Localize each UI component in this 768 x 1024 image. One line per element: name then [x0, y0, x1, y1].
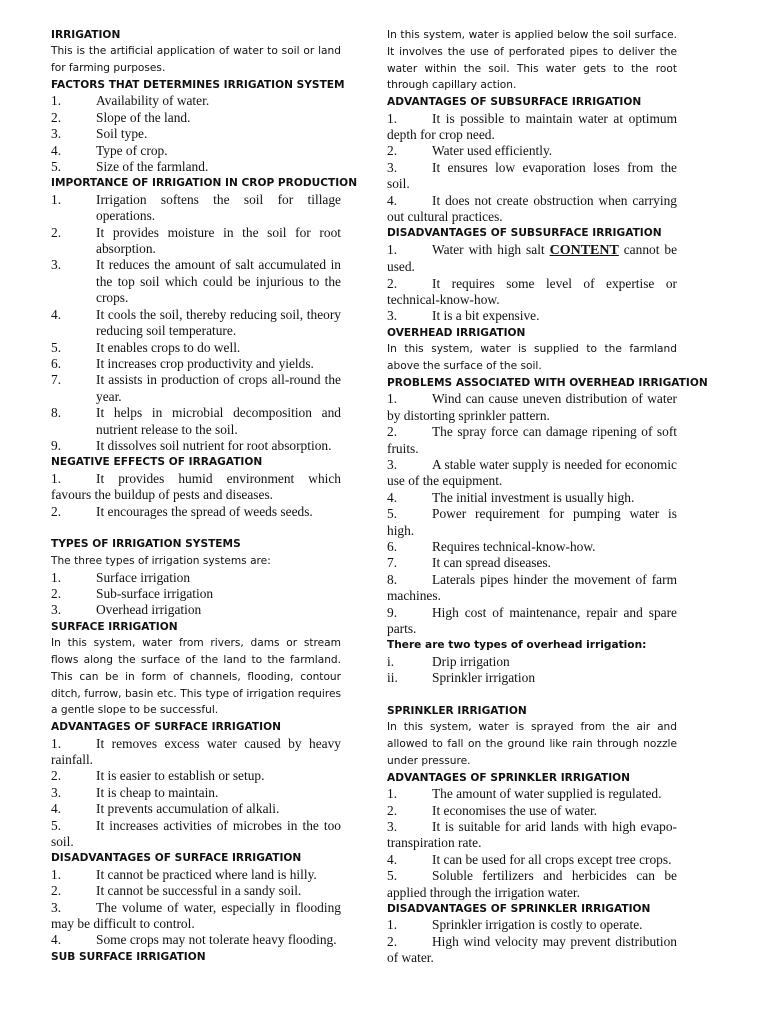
list-number: 3. — [387, 456, 398, 472]
list-item — [51, 570, 341, 586]
section-heading-problems-associated-with-overhead-irrigation: PROBLEMS ASSOCIATED WITH OVERHEAD IRRIGATION — [387, 376, 708, 389]
list-item-text: It removes excess water caused by heavy rainfall. — [51, 735, 341, 767]
list-number: 9. — [51, 437, 62, 453]
list-number: 7. — [387, 555, 398, 571]
numbered-list — [51, 736, 341, 851]
right-column — [387, 27, 708, 967]
list-item-text: It provides humid environment which favours the buildup of pests and diseases. — [51, 470, 341, 503]
list-number: 2. — [51, 768, 62, 784]
section-heading-disadvantages-of-sprinkler-irrigation: DISADVANTAGES OF SPRINKLER IRRIGATION — [387, 903, 651, 916]
list-number: 3. — [51, 899, 62, 915]
numbered-list — [387, 242, 677, 325]
list-item — [51, 785, 341, 801]
numbered-list — [387, 786, 677, 901]
list-number: 2. — [387, 143, 398, 159]
list-item — [387, 506, 677, 539]
list-item — [51, 356, 341, 372]
section-heading-disadvantages-of-surface-irrigation: DISADVANTAGES OF SURFACE IRRIGATION — [51, 852, 302, 865]
list-item-text: Sprinkler irrigation — [432, 670, 536, 686]
list-number: 2. — [51, 503, 62, 519]
numbered-list — [387, 917, 677, 966]
section-heading-sprinkler-irrigation: SPRINKLER IRRIGATION — [387, 704, 527, 717]
list-item-text: The initial investment is usually high. — [432, 489, 635, 505]
list-item — [51, 225, 341, 258]
list-item — [51, 307, 341, 340]
list-item — [387, 276, 677, 309]
list-item — [387, 391, 677, 424]
list-number: 7. — [51, 372, 62, 388]
list-item-text: It requires some level of expertise or technical-know-how. — [387, 275, 677, 308]
list-number: 5. — [387, 868, 398, 884]
list-item — [51, 932, 341, 948]
section-heading-there-are-two-types-of-overhead-irrigation: There are two types of overhead irrigation: — [387, 639, 647, 652]
list-number: 1. — [387, 917, 398, 933]
list-number: 3. — [387, 819, 398, 834]
left-column — [51, 27, 358, 965]
spacer — [387, 687, 677, 703]
list-number: ii. — [387, 670, 398, 686]
list-number: 1. — [387, 110, 398, 126]
list-number: 1. — [387, 391, 398, 407]
paragraph: In this system, water is applied below the soil surface. It involves the use of perforated pipes to deliver the water within the soil. This water gets to the root through capillary action. — [387, 29, 677, 92]
list-item — [51, 143, 341, 159]
paragraph: In this system, water is sprayed from the air and allowed to fall on the ground like rain through nozzle under pressure. — [387, 721, 677, 767]
list-item — [387, 654, 677, 670]
list-item — [51, 900, 341, 933]
list-item-text: It helps in microbial decomposition and nutrient release to the soil. — [96, 405, 341, 437]
list-item — [51, 126, 341, 142]
list-item — [51, 405, 341, 438]
paragraph: In this system, water is supplied to the farmland above the surface of the soil. — [387, 343, 677, 373]
list-item — [51, 159, 341, 175]
numbered-list — [51, 471, 341, 520]
list-item-text: Laterals pipes hinder the movement of farm machines. — [387, 571, 677, 604]
list-number: 4. — [51, 932, 62, 948]
list-item — [387, 539, 677, 555]
list-item — [387, 111, 677, 144]
list-number: 2. — [387, 275, 398, 291]
list-item — [387, 868, 677, 901]
list-item-text: Water with high salt — [432, 241, 550, 257]
list-item-text: It prevents accumulation of alkali. — [96, 801, 280, 817]
section-heading-disadvantages-of-subsurface-irrigation: DISADVANTAGES OF SUBSURFACE IRRIGATION — [387, 227, 662, 240]
list-item-text: Soil type. — [96, 126, 148, 142]
list-item — [387, 457, 677, 490]
list-item-text: It economises the use of water. — [432, 802, 598, 818]
list-item — [51, 818, 341, 851]
list-item — [51, 867, 341, 883]
list-item-text: It provides moisture in the soil for root absorption. — [96, 224, 341, 257]
section-heading-importance-of-irrigation-in-crop-production: IMPORTANCE OF IRRIGATION IN CROP PRODUCTION — [51, 177, 358, 190]
list-number: 1. — [51, 735, 62, 751]
list-number: 8. — [51, 405, 62, 421]
list-number: 1. — [51, 470, 62, 486]
list-item — [51, 471, 341, 504]
list-item-text: Surface irrigation — [96, 569, 191, 585]
list-item-text: It increases activities of microbes in the too soil. — [51, 817, 341, 850]
paragraph: In this system, water from rivers, dams or stream flows along the surface of the land to the farmland. This can be in form of channels, flooding, contour ditch, furrow, basin etc. This type of irrigation requires a gentle slope to be successful. — [51, 637, 341, 717]
list-item — [51, 504, 341, 520]
list-item-text: It is possible to maintain water at optimum depth for crop need. — [387, 110, 677, 142]
list-number: 5. — [51, 159, 62, 175]
section-heading-overhead-irrigation: OVERHEAD IRRIGATION — [387, 326, 526, 339]
list-item — [387, 605, 677, 638]
list-item — [51, 110, 341, 126]
list-item-text: Sprinkler irrigation is costly to operate. — [432, 917, 643, 933]
list-item — [51, 372, 341, 405]
list-item — [51, 257, 341, 306]
list-item — [387, 670, 677, 686]
list-item — [387, 242, 677, 276]
list-number: 3. — [51, 257, 62, 273]
list-item-text: A stable water supply is needed for economic use of the equipment. — [387, 456, 677, 489]
list-item — [51, 768, 341, 784]
numbered-list — [51, 192, 341, 455]
list-item — [387, 934, 677, 967]
list-item-text: It dissolves soil nutrient for root absorption. — [96, 437, 332, 453]
list-number: 2. — [387, 933, 398, 949]
list-number: 1. — [51, 866, 62, 882]
list-item-text: It increases crop productivity and yields. — [96, 355, 314, 371]
list-item-text: Water used efficiently. — [432, 143, 553, 159]
list-number: 1. — [387, 786, 398, 802]
section-heading-advantages-of-sprinkler-irrigation: ADVANTAGES OF SPRINKLER IRRIGATION — [387, 771, 631, 784]
list-number: 4. — [387, 489, 398, 505]
list-item-text: Sub-surface irrigation — [96, 585, 214, 601]
list-item — [387, 852, 677, 868]
list-item — [387, 193, 677, 226]
list-number: 1. — [387, 241, 398, 257]
list-item — [51, 438, 341, 454]
list-number: 2. — [51, 224, 62, 240]
list-item — [387, 786, 677, 802]
list-item-text: Soluble fertilizers and herbicides can be applied through the irrigation water. — [387, 868, 677, 900]
list-number: 2. — [51, 109, 62, 125]
numbered-list — [51, 570, 341, 619]
list-item — [387, 160, 677, 193]
list-item-text: Wind can cause uneven distribution of water by distorting sprinkler pattern. — [387, 391, 677, 423]
list-item — [51, 586, 341, 602]
list-item-text: The spray force can damage ripening of soft fruits. — [387, 424, 677, 456]
list-number: i. — [387, 653, 395, 669]
list-item-text: It enables crops to do well. — [96, 339, 241, 355]
numbered-list — [51, 867, 341, 949]
list-item — [387, 308, 677, 324]
spacer — [51, 520, 341, 536]
list-item-text: Availability of water. — [96, 93, 210, 109]
section-heading-types-of-irrigation-systems: TYPES OF IRRIGATION SYSTEMS — [51, 538, 241, 551]
list-item — [51, 93, 341, 109]
list-item-text: Type of crop. — [96, 142, 168, 158]
list-item-text: High wind velocity may prevent distribution of water. — [387, 933, 677, 966]
list-item-text: The amount of water supplied is regulated. — [432, 786, 662, 802]
list-item — [51, 602, 341, 618]
list-item-text: It does not create obstruction when carrying out cultural practices. — [387, 192, 677, 225]
list-item-text: It can be used for all crops except tree crops. — [432, 851, 672, 867]
list-item-text: Overhead irrigation — [96, 602, 202, 618]
list-number: 1. — [51, 191, 62, 207]
list-number: 4. — [51, 801, 62, 817]
list-item-text: It is easier to establish or setup. — [96, 768, 265, 784]
list-item-text: It is cheap to maintain. — [96, 784, 219, 800]
list-item-text: cannot be used. — [387, 241, 678, 275]
list-item-text: It ensures low evaporation loses from the soil. — [387, 159, 677, 192]
list-number: 5. — [51, 817, 62, 833]
section-heading-surface-irrigation: SURFACE IRRIGATION — [51, 620, 178, 633]
list-number: 6. — [51, 355, 62, 371]
list-item — [387, 490, 677, 506]
list-number: 2. — [387, 424, 398, 440]
list-item — [387, 572, 677, 605]
list-number: 3. — [51, 602, 62, 618]
section-heading-sub-surface-irrigation: SUB SURFACE IRRIGATION — [51, 950, 206, 963]
list-item-text: Some crops may not tolerate heavy flooding. — [96, 932, 337, 948]
list-item — [51, 736, 341, 769]
list-item — [51, 192, 341, 225]
list-item — [51, 883, 341, 899]
list-item-text: Power requirement for pumping water is high. — [387, 506, 677, 538]
list-number: 1. — [51, 569, 62, 585]
list-item — [387, 143, 677, 159]
list-number: 9. — [387, 604, 398, 620]
list-item-text: Slope of the land. — [96, 109, 191, 125]
list-item-text: It assists in production of crops all-round the year. — [96, 372, 341, 404]
section-heading-factors-that-determines-irrigation-system: FACTORS THAT DETERMINES IRRIGATION SYSTEM — [51, 79, 345, 91]
section-heading-irrigation: IRRIGATION — [51, 29, 121, 41]
list-number: 3. — [387, 159, 398, 175]
list-number: 1. — [51, 93, 62, 109]
list-number: 5. — [51, 339, 62, 355]
list-item-text: It encourages the spread of weeds seeds. — [96, 503, 313, 519]
list-number: 2. — [51, 883, 62, 899]
paragraph: The three types of irrigation systems are: — [51, 554, 271, 567]
emphasized-word: CONTENT — [549, 242, 619, 258]
list-item-text: Requires technical-know-how. — [432, 538, 596, 554]
list-number: 3. — [51, 126, 62, 142]
list-number: 6. — [387, 538, 398, 554]
list-number: 2. — [387, 802, 398, 818]
list-number: 4. — [51, 142, 62, 158]
list-item-text: It cools the soil, thereby reducing soil, theory reducing soil temperature. — [96, 306, 341, 339]
list-number: 3. — [387, 308, 398, 324]
list-item — [387, 917, 677, 933]
list-number: 5. — [387, 506, 398, 522]
numbered-list — [387, 391, 677, 637]
numbered-list — [387, 654, 677, 687]
section-heading-advantages-of-surface-irrigation: ADVANTAGES OF SURFACE IRRIGATION — [51, 721, 281, 734]
list-item — [387, 803, 677, 819]
section-heading-advantages-of-subsurface-irrigation: ADVANTAGES OF SUBSURFACE IRRIGATION — [387, 96, 642, 109]
list-item-text: The volume of water, especially in flooding may be difficult to control. — [51, 899, 341, 932]
list-number: 4. — [51, 306, 62, 322]
list-item — [51, 801, 341, 817]
list-item — [51, 340, 341, 356]
list-item — [387, 555, 677, 571]
list-item-text: It is suitable for arid lands with high evapo-transpiration rate. — [387, 819, 677, 851]
list-item-text: It cannot be successful in a sandy soil. — [96, 883, 302, 899]
list-item-text: It can spread diseases. — [432, 555, 551, 571]
list-number: 2. — [51, 585, 62, 601]
list-item-text: High cost of maintenance, repair and spare parts. — [387, 604, 677, 636]
numbered-list — [51, 93, 341, 175]
list-item-text: It cannot be practiced where land is hilly. — [96, 866, 317, 882]
list-item-text: It reduces the amount of salt accumulated in the top soil which could be injurious to the crops. — [96, 257, 341, 306]
list-item — [387, 819, 677, 852]
list-number: 3. — [51, 784, 62, 800]
list-item-text: Size of the farmland. — [96, 159, 209, 175]
list-item-text: Drip irrigation — [432, 653, 510, 669]
paragraph: This is the artificial application of water to soil or land for farming purposes. — [51, 45, 341, 75]
list-number: 8. — [387, 571, 398, 587]
list-item-text: It is a bit expensive. — [432, 308, 540, 324]
list-number: 4. — [387, 192, 398, 208]
section-heading-negative-effects-of-irragation: NEGATIVE EFFECTS OF IRRAGATION — [51, 456, 263, 469]
list-item-text: Irrigation softens the soil for tillage operations. — [96, 191, 341, 224]
list-number: 4. — [387, 851, 398, 867]
list-item — [387, 424, 677, 457]
numbered-list — [387, 111, 677, 226]
